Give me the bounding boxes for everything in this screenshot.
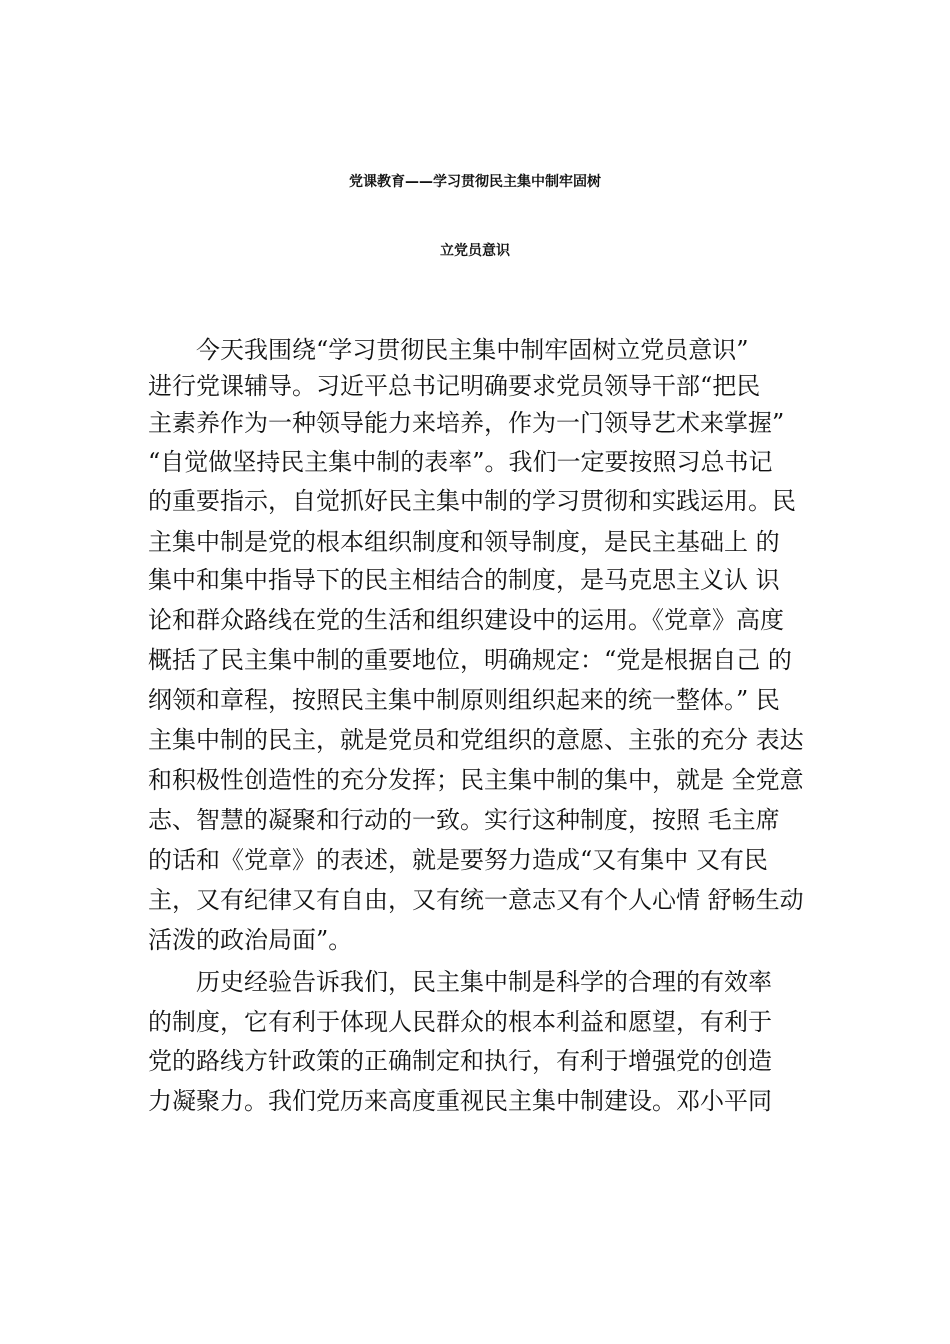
paragraph-1-line-13: 志、智慧的凝聚和行动的一致。实行这种制度，按照 毛主席 <box>148 806 780 834</box>
paragraph-1-line-3: 主素养作为一种领导能力来培养，作为一门领导艺术来掌握” <box>148 409 785 437</box>
paragraph-1-line-15: 主，又有纪律又有自由，又有统一意志又有个人心情 舒畅生动 <box>148 886 804 914</box>
paragraph-2-line-3: 党的路线方针政策的正确制定和执行，有利于增强党的创造 <box>148 1047 772 1075</box>
paragraph-1-line-16: 活泼的政治局面”。 <box>148 926 353 954</box>
paragraph-1-line-10: 纲领和章程，按照民主集中制原则组织起来的统一整体。” 民 <box>148 686 780 714</box>
paragraph-1-line-2: 进行党课辅导。习近平总书记明确要求党员领导干部“把民 <box>148 372 761 400</box>
paragraph-1-line-4: “自觉做坚持民主集中制的表率”。我们一定要按照习总书记 <box>148 448 773 476</box>
paragraph-1-line-14: 的话和《党章》的表述，就是要努力造成“又有集中 又有民 <box>148 846 768 874</box>
paragraph-1-line-9: 概括了民主集中制的重要地位，明确规定：“党是根据自己 的 <box>148 646 792 674</box>
paragraph-1-line-12: 和积极性创造性的充分发挥；民主集中制的集中，就是 全党意 <box>148 766 804 794</box>
paragraph-1-line-1: 今天我围绕“学习贯彻民主集中制牢固树立党员意识” <box>196 336 749 364</box>
paragraph-1-line-11: 主集中制的民主，就是党员和党组织的意愿、主张的充分 表达 <box>148 726 804 754</box>
paragraph-2-line-4: 力凝聚力。我们党历来高度重视民主集中制建设。邓小平同 <box>148 1087 772 1115</box>
paragraph-1-line-6: 主集中制是党的根本组织制度和领导制度，是民主基础上 的 <box>148 528 780 556</box>
paragraph-2-line-2: 的制度，它有利于体现人民群众的根本利益和愿望，有利于 <box>148 1008 772 1036</box>
paragraph-1-line-5: 的重要指示，自觉抓好民主集中制的学习贯彻和实践运用。民 <box>148 487 796 515</box>
document-title-line-2: 立党员意识 <box>440 243 510 259</box>
document-title-line-1: 党课教育——学习贯彻民主集中制牢固树 <box>349 174 601 190</box>
paragraph-1-line-7: 集中和集中指导下的民主相结合的制度，是马克思主义认 识 <box>148 566 780 594</box>
paragraph-2-line-1: 历史经验告诉我们，民主集中制是科学的合理的有效率 <box>196 968 772 996</box>
paragraph-1-line-8: 论和群众路线在党的生活和组织建设中的运用。《党章》高度 <box>148 606 784 634</box>
